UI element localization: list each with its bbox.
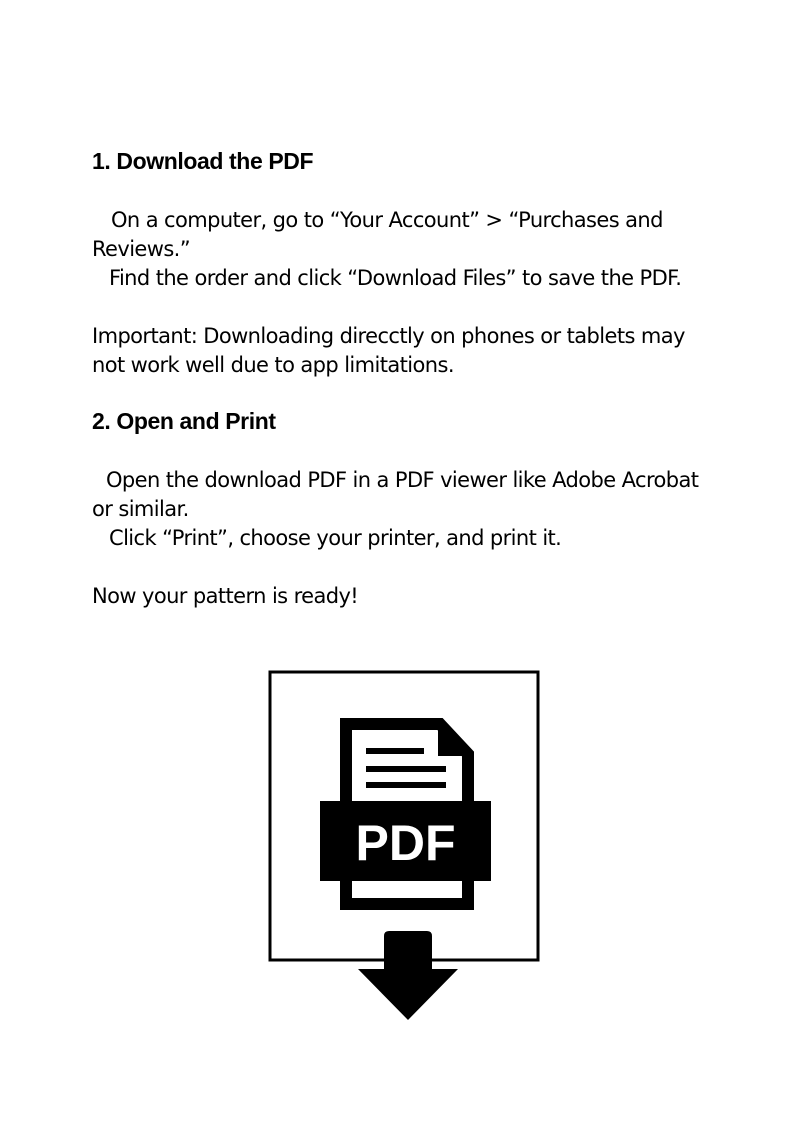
section-heading-download: 1. Download the PDF xyxy=(92,148,314,174)
instruction-line: Reviews.” xyxy=(92,237,191,261)
pdf-download-icon xyxy=(268,670,543,1030)
instruction-line: Open the download PDF in a PDF viewer like Adobe Acrobat xyxy=(106,468,699,492)
pdf-label: PDF xyxy=(355,815,456,871)
text-line-icon xyxy=(366,782,446,788)
note-line: not work well due to app limitations. xyxy=(92,353,454,377)
download-instructions xyxy=(92,206,722,293)
instruction-line: Click “Print”, choose your printer, and print it. xyxy=(109,526,562,550)
important-note xyxy=(92,322,722,380)
print-instructions xyxy=(92,466,722,553)
instruction-line: On a computer, go to “Your Account” > “Purchases and xyxy=(111,208,663,232)
text-line-icon xyxy=(366,766,446,772)
note-line: Important: Downloading direcctly on phones or tablets may xyxy=(92,324,685,348)
instruction-line: or similar. xyxy=(92,497,189,521)
closing-text: Now your pattern is ready! xyxy=(92,584,359,608)
instruction-line: Find the order and click “Download Files” to save the PDF. xyxy=(109,266,682,290)
text-line-icon xyxy=(366,748,424,754)
section-heading-print: 2. Open and Print xyxy=(92,408,276,434)
